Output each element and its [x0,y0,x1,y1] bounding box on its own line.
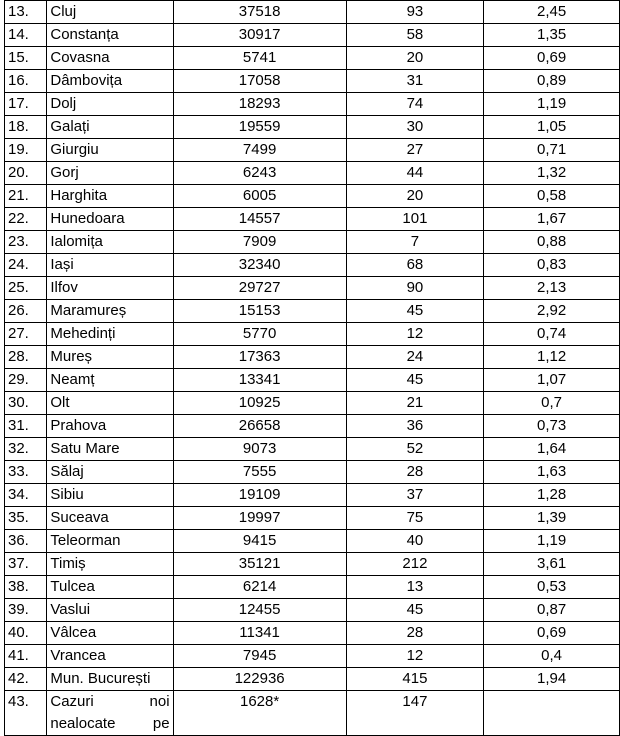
county-name: Hunedoara [47,208,173,231]
table-row [5,484,620,507]
new-cases: 52 [346,438,484,461]
row-number: 28. [5,346,47,369]
total-cases: 18293 [173,93,346,116]
county-name: Mun. București [47,668,173,691]
table-row [5,599,620,622]
table-row [5,507,620,530]
total-cases: 29727 [173,277,346,300]
row-number: 21. [5,185,47,208]
table-row [5,254,620,277]
county-cases-table [4,0,620,736]
incidence-rate: 1,12 [484,346,620,369]
table-row [5,70,620,93]
row-number: 35. [5,507,47,530]
row-number: 27. [5,323,47,346]
county-name: Mehedinți [47,323,173,346]
new-cases: 28 [346,622,484,645]
total-cases: 19997 [173,507,346,530]
table-row [5,323,620,346]
new-cases: 21 [346,392,484,415]
county-name [47,691,173,736]
county-name: Teleorman [47,530,173,553]
table-row [5,392,620,415]
new-cases: 7 [346,231,484,254]
total-cases: 6214 [173,576,346,599]
row-number: 20. [5,162,47,185]
table-row [5,277,620,300]
row-number: 14. [5,24,47,47]
incidence-rate: 1,05 [484,116,620,139]
total-cases: 13341 [173,369,346,392]
incidence-rate: 0,69 [484,47,620,70]
table-row [5,47,620,70]
total-cases: 9073 [173,438,346,461]
new-cases: 20 [346,185,484,208]
incidence-rate: 1,63 [484,461,620,484]
total-cases: 17058 [173,70,346,93]
county-name: Iași [47,254,173,277]
incidence-rate: 0,89 [484,70,620,93]
incidence-rate: 1,67 [484,208,620,231]
row-number: 40. [5,622,47,645]
incidence-rate: 0,58 [484,185,620,208]
table-row [5,208,620,231]
new-cases: 415 [346,668,484,691]
total-cases: 6005 [173,185,346,208]
row-number: 16. [5,70,47,93]
incidence-rate: 0,87 [484,599,620,622]
row-number: 41. [5,645,47,668]
county-name: Dolj [47,93,173,116]
county-name: Harghita [47,185,173,208]
row-number: 19. [5,139,47,162]
new-cases: 75 [346,507,484,530]
row-number: 31. [5,415,47,438]
new-cases: 212 [346,553,484,576]
total-cases: 7909 [173,231,346,254]
new-cases: 90 [346,277,484,300]
incidence-rate: 2,45 [484,1,620,24]
row-number: 24. [5,254,47,277]
row-number: 43. [5,691,47,736]
table-row [5,93,620,116]
row-number: 22. [5,208,47,231]
new-cases: 93 [346,1,484,24]
new-cases: 44 [346,162,484,185]
table-row [5,231,620,254]
incidence-rate: 0,74 [484,323,620,346]
total-cases: 37518 [173,1,346,24]
new-cases: 101 [346,208,484,231]
table-row [5,24,620,47]
table-row [5,645,620,668]
county-name: Maramureș [47,300,173,323]
county-name: Covasna [47,47,173,70]
table-row [5,369,620,392]
incidence-rate: 1,19 [484,93,620,116]
row-number: 25. [5,277,47,300]
table-row [5,576,620,599]
table-row [5,139,620,162]
row-number: 23. [5,231,47,254]
total-cases: 19559 [173,116,346,139]
incidence-rate: 0,71 [484,139,620,162]
incidence-rate: 1,19 [484,530,620,553]
row-number: 13. [5,1,47,24]
table-row [5,530,620,553]
total-cases: 15153 [173,300,346,323]
county-name: Olt [47,392,173,415]
new-cases: 45 [346,599,484,622]
row-number: 42. [5,668,47,691]
county-name: Sibiu [47,484,173,507]
county-name: Ialomița [47,231,173,254]
new-cases: 45 [346,369,484,392]
county-name: Sălaj [47,461,173,484]
county-name: Neamț [47,369,173,392]
new-cases: 13 [346,576,484,599]
total-cases: 19109 [173,484,346,507]
row-number: 34. [5,484,47,507]
county-name: Suceava [47,507,173,530]
new-cases: 28 [346,461,484,484]
total-cases: 7945 [173,645,346,668]
row-number: 39. [5,599,47,622]
county-name-line: Cazuri noi [50,693,170,710]
county-name: Prahova [47,415,173,438]
new-cases: 12 [346,645,484,668]
county-name-line: nealocate pe [50,715,170,732]
table-row [5,300,620,323]
new-cases: 45 [346,300,484,323]
table-row [5,185,620,208]
incidence-rate: 0,7 [484,392,620,415]
table-body [5,1,620,736]
table-row [5,1,620,24]
total-cases: 122936 [173,668,346,691]
total-cases: 10925 [173,392,346,415]
total-cases: 17363 [173,346,346,369]
new-cases: 36 [346,415,484,438]
incidence-rate: 1,64 [484,438,620,461]
table-row [5,691,620,736]
new-cases: 30 [346,116,484,139]
row-number: 37. [5,553,47,576]
table-row [5,162,620,185]
table-row [5,461,620,484]
incidence-rate: 2,13 [484,277,620,300]
total-cases: 5741 [173,47,346,70]
county-name: Mureș [47,346,173,369]
new-cases: 12 [346,323,484,346]
total-cases: 1628* [173,691,346,736]
total-cases: 5770 [173,323,346,346]
incidence-rate: 0,73 [484,415,620,438]
incidence-rate: 0,4 [484,645,620,668]
row-number: 15. [5,47,47,70]
table-row [5,668,620,691]
total-cases: 32340 [173,254,346,277]
row-number: 17. [5,93,47,116]
new-cases: 40 [346,530,484,553]
total-cases: 6243 [173,162,346,185]
county-name: Tulcea [47,576,173,599]
incidence-rate: 3,61 [484,553,620,576]
total-cases: 12455 [173,599,346,622]
incidence-rate: 1,94 [484,668,620,691]
new-cases: 20 [346,47,484,70]
incidence-rate: 0,53 [484,576,620,599]
total-cases: 30917 [173,24,346,47]
row-number: 32. [5,438,47,461]
incidence-rate: 0,69 [484,622,620,645]
row-number: 30. [5,392,47,415]
table-row [5,415,620,438]
county-name: Gorj [47,162,173,185]
county-name: Ilfov [47,277,173,300]
county-name: Giurgiu [47,139,173,162]
county-name: Galați [47,116,173,139]
county-name: Vâlcea [47,622,173,645]
new-cases: 24 [346,346,484,369]
row-number: 38. [5,576,47,599]
table-row [5,116,620,139]
incidence-rate: 0,83 [484,254,620,277]
total-cases: 26658 [173,415,346,438]
row-number: 36. [5,530,47,553]
incidence-rate: 0,88 [484,231,620,254]
table-row [5,622,620,645]
row-number: 26. [5,300,47,323]
total-cases: 9415 [173,530,346,553]
total-cases: 11341 [173,622,346,645]
county-name: Dâmbovița [47,70,173,93]
new-cases: 58 [346,24,484,47]
row-number: 18. [5,116,47,139]
incidence-rate: 1,39 [484,507,620,530]
total-cases: 35121 [173,553,346,576]
new-cases: 68 [346,254,484,277]
county-name: Constanța [47,24,173,47]
incidence-rate: 1,28 [484,484,620,507]
new-cases: 27 [346,139,484,162]
new-cases: 74 [346,93,484,116]
incidence-rate [484,691,620,736]
county-name: Vaslui [47,599,173,622]
incidence-rate: 2,92 [484,300,620,323]
row-number: 29. [5,369,47,392]
incidence-rate: 1,32 [484,162,620,185]
new-cases: 147 [346,691,484,736]
total-cases: 7499 [173,139,346,162]
total-cases: 7555 [173,461,346,484]
table-row [5,438,620,461]
county-name: Cluj [47,1,173,24]
county-name: Satu Mare [47,438,173,461]
new-cases: 37 [346,484,484,507]
county-name: Timiș [47,553,173,576]
incidence-rate: 1,35 [484,24,620,47]
new-cases: 31 [346,70,484,93]
table-row [5,346,620,369]
total-cases: 14557 [173,208,346,231]
incidence-rate: 1,07 [484,369,620,392]
county-name: Vrancea [47,645,173,668]
table-row [5,553,620,576]
row-number: 33. [5,461,47,484]
